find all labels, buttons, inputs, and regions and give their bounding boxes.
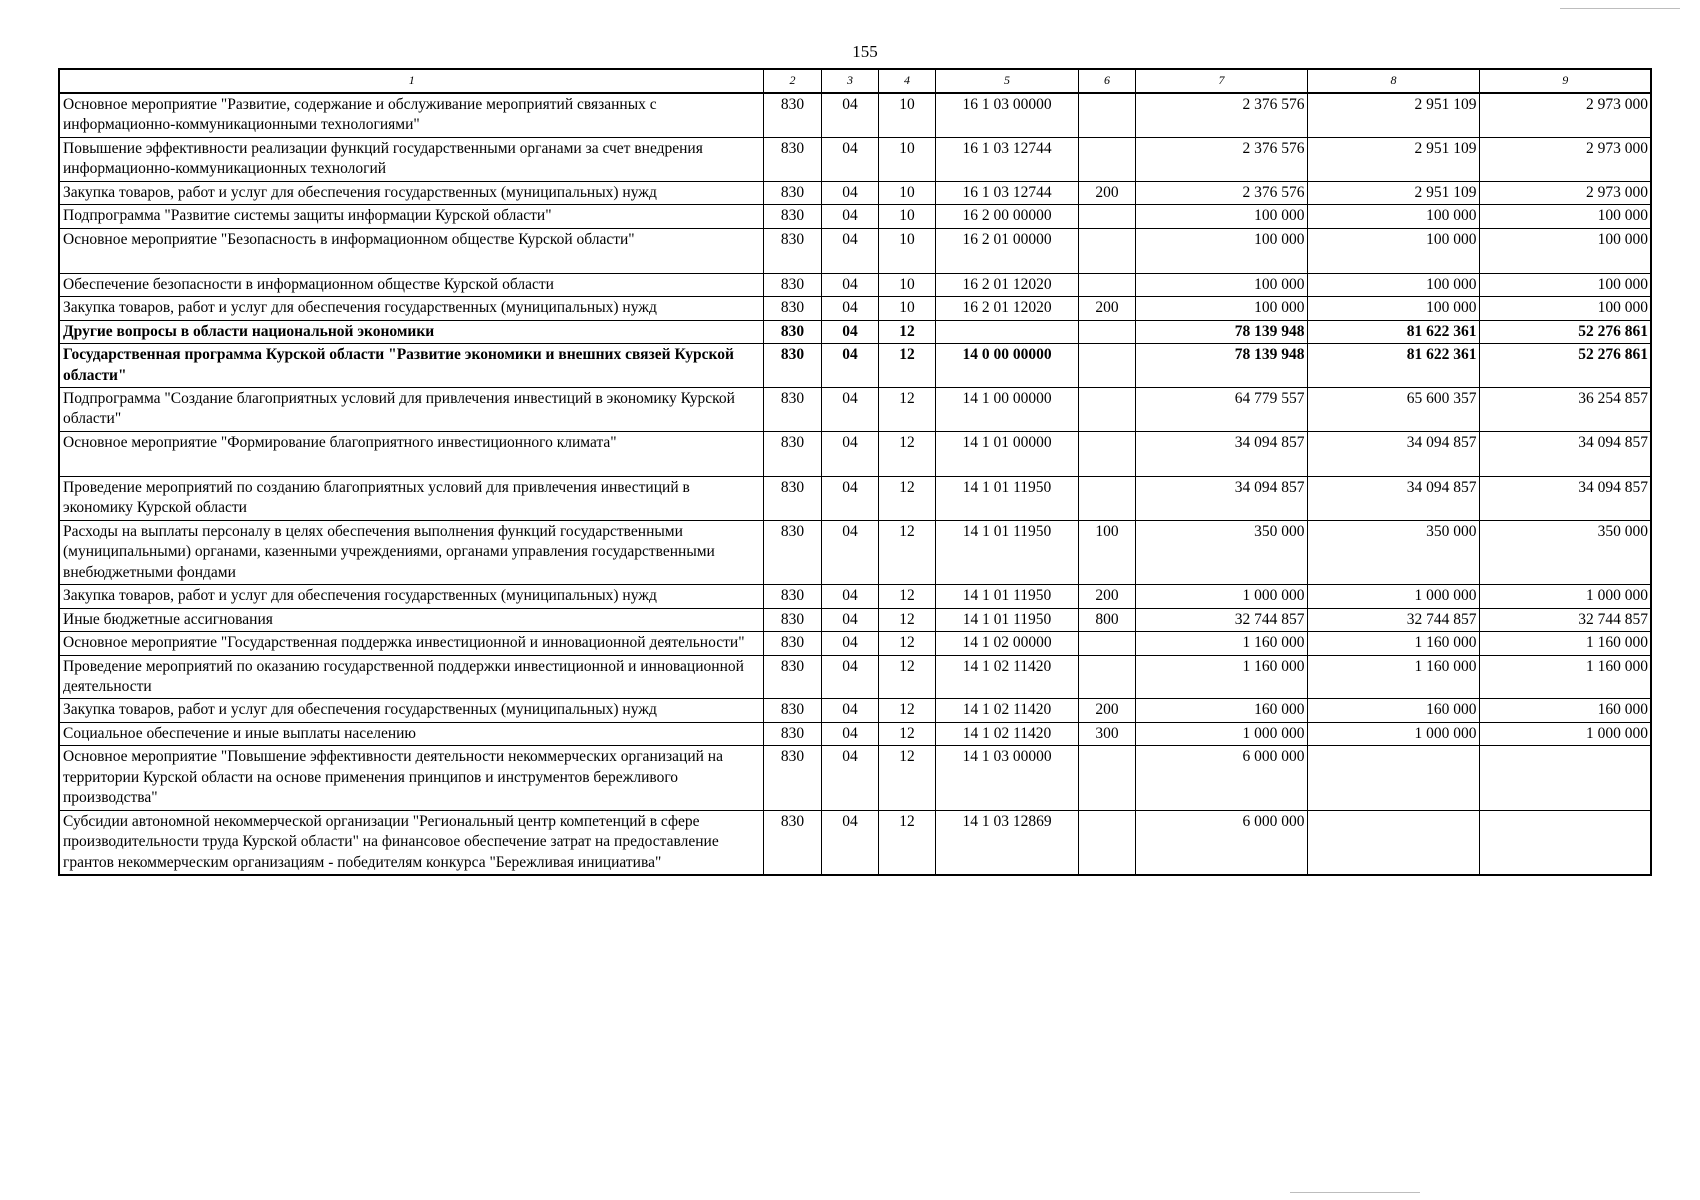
ministry-code-cell: 830	[763, 344, 821, 388]
amount-col8-cell: 32 744 857	[1307, 608, 1479, 631]
amount-col7-cell: 2 376 576	[1135, 93, 1307, 137]
table-row	[59, 746, 1651, 810]
amount-col7-cell: 78 139 948	[1135, 344, 1307, 388]
column-header: 7	[1135, 69, 1307, 93]
section-code-cell: 04	[821, 699, 878, 722]
amount-col7-cell: 1 160 000	[1135, 655, 1307, 699]
table-row	[59, 137, 1651, 181]
target-article-cell: 14 1 01 00000	[935, 431, 1078, 476]
table-body	[59, 93, 1651, 875]
target-article-cell: 14 1 00 00000	[935, 387, 1078, 431]
ministry-code-cell: 830	[763, 297, 821, 320]
amount-col9-cell: 100 000	[1479, 228, 1651, 273]
target-article-cell: 14 1 02 11420	[935, 655, 1078, 699]
column-header: 8	[1307, 69, 1479, 93]
subsection-code-cell: 10	[878, 137, 935, 181]
amount-col8-cell: 100 000	[1307, 205, 1479, 228]
expense-type-cell	[1078, 632, 1135, 655]
amount-col8-cell: 1 160 000	[1307, 632, 1479, 655]
table-row	[59, 320, 1651, 343]
row-name-cell: Другие вопросы в области национальной экономики	[59, 320, 763, 343]
table-row	[59, 273, 1651, 296]
amount-col7-cell: 6 000 000	[1135, 810, 1307, 875]
amount-col8-cell: 81 622 361	[1307, 320, 1479, 343]
subsection-code-cell: 12	[878, 810, 935, 875]
ministry-code-cell: 830	[763, 476, 821, 520]
table-row	[59, 476, 1651, 520]
expense-type-cell: 200	[1078, 699, 1135, 722]
ministry-code-cell: 830	[763, 228, 821, 273]
amount-col8-cell: 2 951 109	[1307, 181, 1479, 204]
scan-artifact-line	[1290, 1192, 1420, 1193]
expense-type-cell	[1078, 93, 1135, 137]
ministry-code-cell: 830	[763, 273, 821, 296]
expense-type-cell	[1078, 228, 1135, 273]
amount-col8-cell: 2 951 109	[1307, 137, 1479, 181]
expense-type-cell: 200	[1078, 297, 1135, 320]
row-name-cell: Закупка товаров, работ и услуг для обеспечения государственных (муниципальных) нужд	[59, 699, 763, 722]
amount-col7-cell: 100 000	[1135, 228, 1307, 273]
target-article-cell: 16 2 00 00000	[935, 205, 1078, 228]
expense-type-cell: 300	[1078, 722, 1135, 745]
expense-type-cell	[1078, 431, 1135, 476]
amount-col8-cell	[1307, 810, 1479, 875]
column-header: 1	[59, 69, 763, 93]
table-row	[59, 205, 1651, 228]
subsection-code-cell: 12	[878, 320, 935, 343]
row-name-cell: Подпрограмма "Создание благоприятных условий для привлечения инвестиций в экономику Курской области"	[59, 387, 763, 431]
amount-col7-cell: 100 000	[1135, 205, 1307, 228]
amount-col9-cell: 52 276 861	[1479, 320, 1651, 343]
amount-col9-cell: 100 000	[1479, 297, 1651, 320]
target-article-cell: 16 2 01 00000	[935, 228, 1078, 273]
ministry-code-cell: 830	[763, 431, 821, 476]
expense-type-cell	[1078, 344, 1135, 388]
subsection-code-cell: 12	[878, 632, 935, 655]
table-row	[59, 344, 1651, 388]
column-header: 6	[1078, 69, 1135, 93]
table-row	[59, 297, 1651, 320]
expense-type-cell	[1078, 387, 1135, 431]
amount-col9-cell: 2 973 000	[1479, 93, 1651, 137]
table-row	[59, 608, 1651, 631]
subsection-code-cell: 12	[878, 520, 935, 584]
amount-col7-cell: 2 376 576	[1135, 137, 1307, 181]
expense-type-cell	[1078, 205, 1135, 228]
row-name-cell: Иные бюджетные ассигнования	[59, 608, 763, 631]
subsection-code-cell: 12	[878, 344, 935, 388]
section-code-cell: 04	[821, 746, 878, 810]
target-article-cell: 14 0 00 00000	[935, 344, 1078, 388]
table-row	[59, 655, 1651, 699]
section-code-cell: 04	[821, 476, 878, 520]
amount-col8-cell: 100 000	[1307, 228, 1479, 273]
amount-col8-cell: 100 000	[1307, 273, 1479, 296]
column-header: 3	[821, 69, 878, 93]
subsection-code-cell: 12	[878, 585, 935, 608]
subsection-code-cell: 12	[878, 608, 935, 631]
column-header: 2	[763, 69, 821, 93]
table-row	[59, 585, 1651, 608]
subsection-code-cell: 12	[878, 431, 935, 476]
row-name-cell: Государственная программа Курской области "Развитие экономики и внешних связей Курской области"	[59, 344, 763, 388]
expense-type-cell	[1078, 273, 1135, 296]
expense-type-cell	[1078, 320, 1135, 343]
section-code-cell: 04	[821, 810, 878, 875]
subsection-code-cell: 12	[878, 746, 935, 810]
target-article-cell: 14 1 01 11950	[935, 476, 1078, 520]
ministry-code-cell: 830	[763, 722, 821, 745]
section-code-cell: 04	[821, 93, 878, 137]
expense-type-cell: 200	[1078, 181, 1135, 204]
row-name-cell: Основное мероприятие "Формирование благоприятного инвестиционного климата"	[59, 431, 763, 476]
table-row	[59, 387, 1651, 431]
amount-col8-cell: 65 600 357	[1307, 387, 1479, 431]
column-header: 9	[1479, 69, 1651, 93]
row-name-cell: Основное мероприятие "Повышение эффективности деятельности некоммерческих организаций на территории Курской области на основе применения принципов и инструментов бережливого производства"	[59, 746, 763, 810]
table-row	[59, 699, 1651, 722]
section-code-cell: 04	[821, 344, 878, 388]
amount-col8-cell: 160 000	[1307, 699, 1479, 722]
subsection-code-cell: 10	[878, 273, 935, 296]
subsection-code-cell: 10	[878, 181, 935, 204]
target-article-cell: 14 1 01 11950	[935, 585, 1078, 608]
row-name-cell: Проведение мероприятий по созданию благоприятных условий для привлечения инвестиций в экономику Курской области	[59, 476, 763, 520]
subsection-code-cell: 12	[878, 722, 935, 745]
subsection-code-cell: 12	[878, 387, 935, 431]
target-article-cell: 16 1 03 00000	[935, 93, 1078, 137]
target-article-cell: 14 1 03 00000	[935, 746, 1078, 810]
ministry-code-cell: 830	[763, 655, 821, 699]
amount-col7-cell: 32 744 857	[1135, 608, 1307, 631]
ministry-code-cell: 830	[763, 608, 821, 631]
target-article-cell: 14 1 02 00000	[935, 632, 1078, 655]
amount-col7-cell: 1 000 000	[1135, 585, 1307, 608]
table-row	[59, 228, 1651, 273]
amount-col9-cell: 1 000 000	[1479, 585, 1651, 608]
section-code-cell: 04	[821, 320, 878, 343]
column-header: 5	[935, 69, 1078, 93]
section-code-cell: 04	[821, 297, 878, 320]
amount-col9-cell	[1479, 810, 1651, 875]
section-code-cell: 04	[821, 181, 878, 204]
amount-col8-cell: 1 160 000	[1307, 655, 1479, 699]
amount-col9-cell: 350 000	[1479, 520, 1651, 584]
row-name-cell: Проведение мероприятий по оказанию государственной поддержки инвестиционной и инновационной деятельности	[59, 655, 763, 699]
expense-type-cell	[1078, 746, 1135, 810]
section-code-cell: 04	[821, 137, 878, 181]
target-article-cell: 14 1 02 11420	[935, 722, 1078, 745]
amount-col9-cell: 160 000	[1479, 699, 1651, 722]
amount-col7-cell: 6 000 000	[1135, 746, 1307, 810]
subsection-code-cell: 12	[878, 476, 935, 520]
ministry-code-cell: 830	[763, 387, 821, 431]
table-row	[59, 810, 1651, 875]
table-row	[59, 722, 1651, 745]
amount-col7-cell: 34 094 857	[1135, 431, 1307, 476]
amount-col7-cell: 160 000	[1135, 699, 1307, 722]
target-article-cell: 14 1 03 12869	[935, 810, 1078, 875]
row-name-cell: Повышение эффективности реализации функций государственными органами за счет внедрения информационно-коммуникационных технологий	[59, 137, 763, 181]
table-row	[59, 93, 1651, 137]
subsection-code-cell: 12	[878, 655, 935, 699]
row-name-cell: Расходы на выплаты персоналу в целях обеспечения выполнения функций государственными (муниципальными) органами, казенными учреждениями, органами управления государственными внебюджетными фондами	[59, 520, 763, 584]
row-name-cell: Основное мероприятие "Развитие, содержание и обслуживание мероприятий связанных с информационно-коммуникационными технологиями"	[59, 93, 763, 137]
row-name-cell: Закупка товаров, работ и услуг для обеспечения государственных (муниципальных) нужд	[59, 585, 763, 608]
subsection-code-cell: 12	[878, 699, 935, 722]
amount-col9-cell: 1 160 000	[1479, 655, 1651, 699]
target-article-cell: 16 2 01 12020	[935, 273, 1078, 296]
target-article-cell: 16 1 03 12744	[935, 137, 1078, 181]
row-name-cell: Обеспечение безопасности в информационном обществе Курской области	[59, 273, 763, 296]
section-code-cell: 04	[821, 632, 878, 655]
amount-col9-cell: 1 000 000	[1479, 722, 1651, 745]
column-header: 4	[878, 69, 935, 93]
section-code-cell: 04	[821, 608, 878, 631]
target-article-cell: 14 1 01 11950	[935, 520, 1078, 584]
scan-artifact-line	[1560, 8, 1680, 9]
amount-col8-cell: 2 951 109	[1307, 93, 1479, 137]
target-article-cell: 16 1 03 12744	[935, 181, 1078, 204]
amount-col9-cell: 100 000	[1479, 273, 1651, 296]
amount-col9-cell: 32 744 857	[1479, 608, 1651, 631]
amount-col9-cell: 100 000	[1479, 205, 1651, 228]
expense-type-cell	[1078, 476, 1135, 520]
section-code-cell: 04	[821, 585, 878, 608]
section-code-cell: 04	[821, 655, 878, 699]
row-name-cell: Закупка товаров, работ и услуг для обеспечения государственных (муниципальных) нужд	[59, 297, 763, 320]
target-article-cell: 16 2 01 12020	[935, 297, 1078, 320]
budget-table	[58, 68, 1652, 876]
amount-col7-cell: 2 376 576	[1135, 181, 1307, 204]
amount-col9-cell	[1479, 746, 1651, 810]
table-row	[59, 632, 1651, 655]
amount-col7-cell: 34 094 857	[1135, 476, 1307, 520]
amount-col9-cell: 34 094 857	[1479, 431, 1651, 476]
expense-type-cell	[1078, 810, 1135, 875]
section-code-cell: 04	[821, 205, 878, 228]
ministry-code-cell: 830	[763, 810, 821, 875]
row-name-cell: Основное мероприятие "Государственная поддержка инвестиционной и инновационной деятельности"	[59, 632, 763, 655]
amount-col9-cell: 1 160 000	[1479, 632, 1651, 655]
amount-col8-cell: 34 094 857	[1307, 476, 1479, 520]
table-row	[59, 181, 1651, 204]
section-code-cell: 04	[821, 431, 878, 476]
table-header	[59, 69, 1651, 93]
section-code-cell: 04	[821, 273, 878, 296]
page-number: 155	[852, 42, 878, 61]
column-number-row	[59, 69, 1651, 93]
amount-col8-cell: 34 094 857	[1307, 431, 1479, 476]
ministry-code-cell: 830	[763, 205, 821, 228]
amount-col7-cell: 1 000 000	[1135, 722, 1307, 745]
expense-type-cell	[1078, 137, 1135, 181]
amount-col9-cell: 36 254 857	[1479, 387, 1651, 431]
row-name-cell: Подпрограмма "Развитие системы защиты информации Курской области"	[59, 205, 763, 228]
amount-col9-cell: 52 276 861	[1479, 344, 1651, 388]
table-row	[59, 431, 1651, 476]
expense-type-cell: 200	[1078, 585, 1135, 608]
ministry-code-cell: 830	[763, 520, 821, 584]
target-article-cell: 14 1 01 11950	[935, 608, 1078, 631]
amount-col7-cell: 64 779 557	[1135, 387, 1307, 431]
amount-col8-cell: 100 000	[1307, 297, 1479, 320]
ministry-code-cell: 830	[763, 746, 821, 810]
target-article-cell: 14 1 02 11420	[935, 699, 1078, 722]
row-name-cell: Субсидии автономной некоммерческой организации "Региональный центр компетенций в сфере производительности труда Курской области" на финансовое обеспечение затрат на предоставление грантов некоммерческим организациям - победителям конкурса "Бережливая инициатива"	[59, 810, 763, 875]
amount-col7-cell: 100 000	[1135, 273, 1307, 296]
amount-col8-cell: 1 000 000	[1307, 585, 1479, 608]
ministry-code-cell: 830	[763, 585, 821, 608]
amount-col9-cell: 34 094 857	[1479, 476, 1651, 520]
ministry-code-cell: 830	[763, 181, 821, 204]
amount-col8-cell: 81 622 361	[1307, 344, 1479, 388]
amount-col8-cell: 350 000	[1307, 520, 1479, 584]
amount-col7-cell: 78 139 948	[1135, 320, 1307, 343]
subsection-code-cell: 10	[878, 93, 935, 137]
row-name-cell: Основное мероприятие "Безопасность в информационном обществе Курской области"	[59, 228, 763, 273]
amount-col7-cell: 350 000	[1135, 520, 1307, 584]
table-row	[59, 520, 1651, 584]
amount-col7-cell: 100 000	[1135, 297, 1307, 320]
expense-type-cell: 800	[1078, 608, 1135, 631]
ministry-code-cell: 830	[763, 320, 821, 343]
row-name-cell: Закупка товаров, работ и услуг для обеспечения государственных (муниципальных) нужд	[59, 181, 763, 204]
section-code-cell: 04	[821, 520, 878, 584]
amount-col7-cell: 1 160 000	[1135, 632, 1307, 655]
amount-col8-cell: 1 000 000	[1307, 722, 1479, 745]
expense-type-cell: 100	[1078, 520, 1135, 584]
subsection-code-cell: 10	[878, 228, 935, 273]
section-code-cell: 04	[821, 228, 878, 273]
expense-type-cell	[1078, 655, 1135, 699]
target-article-cell	[935, 320, 1078, 343]
section-code-cell: 04	[821, 722, 878, 745]
amount-col9-cell: 2 973 000	[1479, 137, 1651, 181]
subsection-code-cell: 10	[878, 205, 935, 228]
ministry-code-cell: 830	[763, 699, 821, 722]
ministry-code-cell: 830	[763, 93, 821, 137]
row-name-cell: Социальное обеспечение и иные выплаты населению	[59, 722, 763, 745]
ministry-code-cell: 830	[763, 632, 821, 655]
amount-col8-cell	[1307, 746, 1479, 810]
section-code-cell: 04	[821, 387, 878, 431]
ministry-code-cell: 830	[763, 137, 821, 181]
amount-col9-cell: 2 973 000	[1479, 181, 1651, 204]
subsection-code-cell: 10	[878, 297, 935, 320]
